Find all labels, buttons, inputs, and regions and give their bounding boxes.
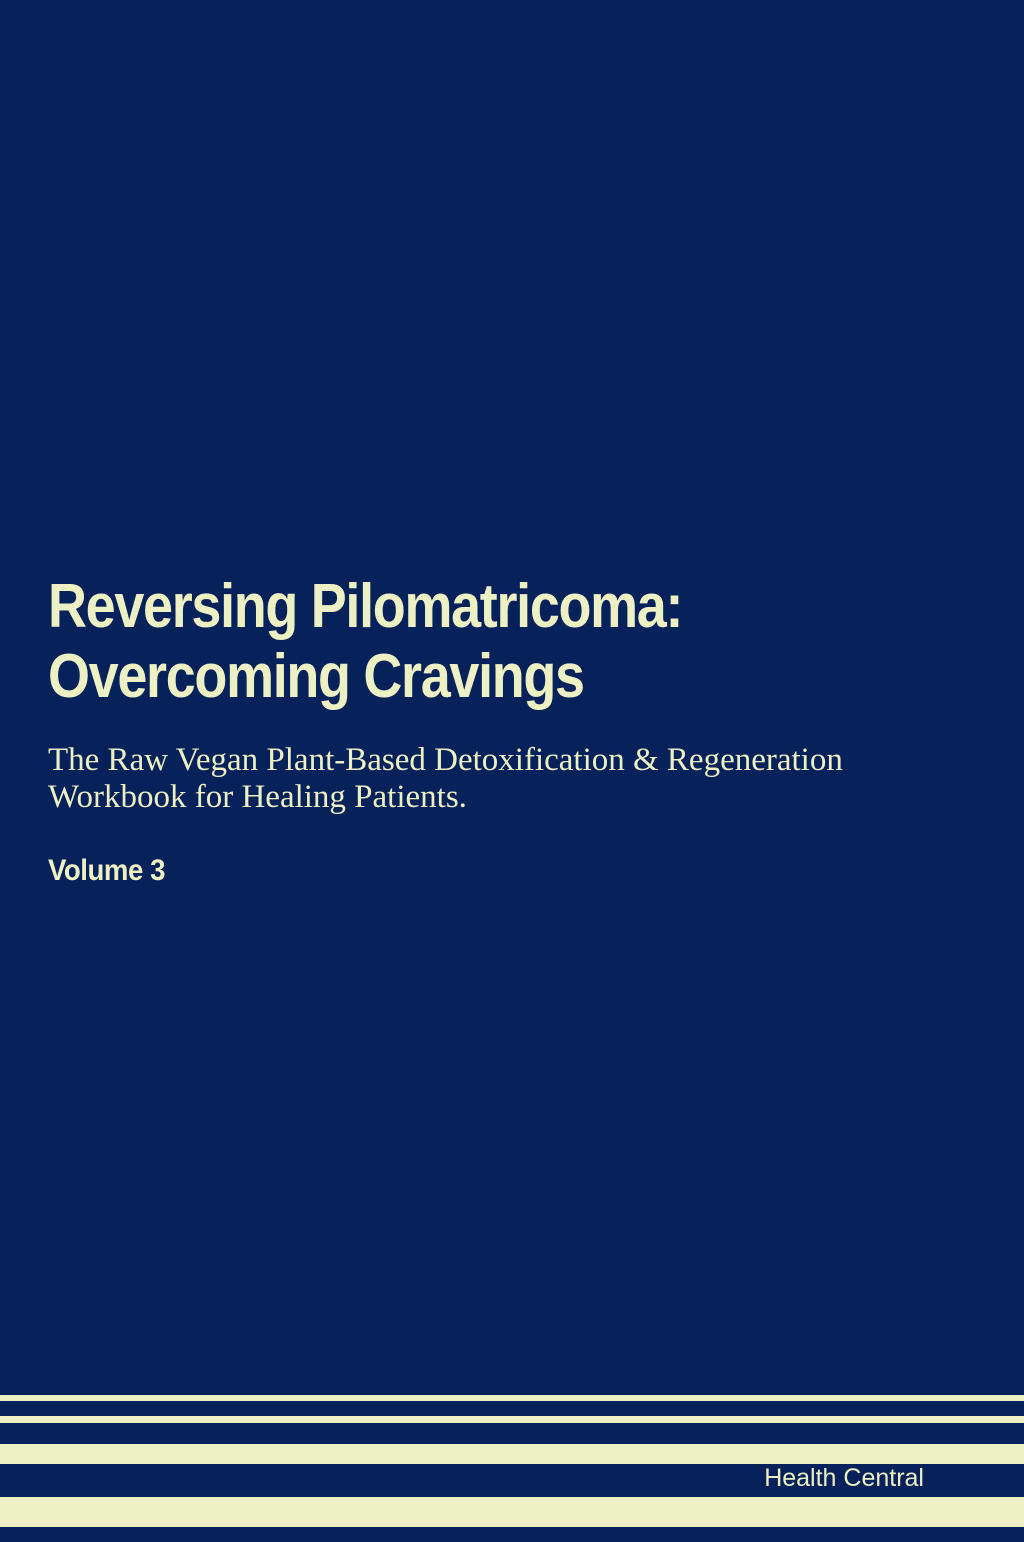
title-line-2: Overcoming Cravings <box>48 642 584 711</box>
book-subtitle: The Raw Vegan Plant-Based Detoxification & Regeneration Workbook for Healing Patients. <box>48 742 843 815</box>
footer-stripe-1 <box>0 1395 1024 1401</box>
publisher-name: Health Central <box>764 1464 924 1492</box>
volume-label: Volume 3 <box>48 854 165 887</box>
footer-stripe-4 <box>0 1497 1024 1527</box>
footer-stripe-3 <box>0 1444 1024 1464</box>
footer-stripe-2 <box>0 1416 1024 1423</box>
title-line-1: Reversing Pilomatricoma: <box>48 572 683 641</box>
book-title <box>48 572 682 712</box>
